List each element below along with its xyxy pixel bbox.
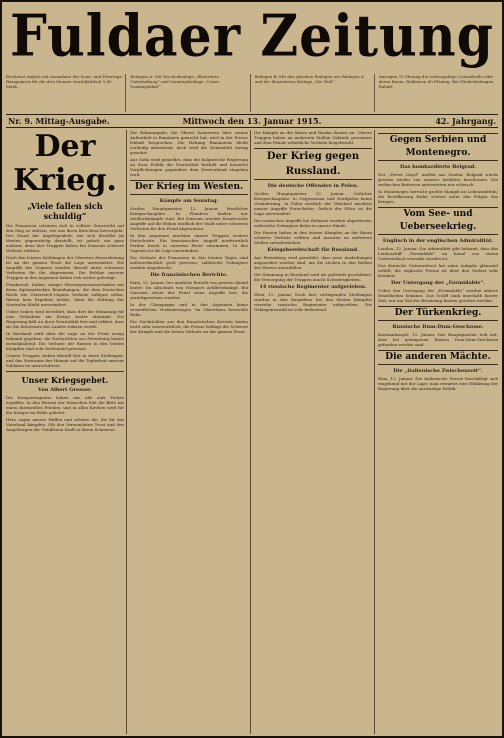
paragraph: Die Verluste der Franzosen in den letzten Tagen sind außerordentlich groß gewesen; zahlreiche Gefangene wurden eingebracht.: [130, 255, 248, 270]
paragraph: Unsere Truppen stehen überall fest in ihren Stellungen, und das Vertrauen der Heimat auf die Tapferkeit unserer Soldaten ist unerschüttert.: [6, 353, 124, 368]
paragraph: Die Stimmung in Russland wird als gedrückt geschildert; die Versorgung der Truppen macht Schwierigkeiten.: [254, 272, 372, 282]
paragraph: In Montenegro herrscht großer Mangel an Lebensmitteln; die Bevölkerung leidet schwer unter den Folgen des Krieges.: [378, 189, 498, 204]
column-rule: [374, 130, 375, 734]
section-headline: Vom See- und Ueberseekrieg.: [378, 207, 498, 235]
column-rule: [126, 130, 127, 734]
column-3: [254, 130, 372, 734]
divider: [6, 371, 124, 372]
column-4: [378, 130, 498, 734]
info-strip: [6, 74, 498, 112]
paragraph: In Russland wird über die Lage an der Front wenig bekannt gegeben; die Nachrichten aus Petersburg lauten zurückhaltend. Die Verluste der Russen in den letzten Kämpfen sind sehr bedeutend gewesen.: [6, 331, 124, 351]
section-headline: Der Krieg im Westen.: [130, 180, 248, 195]
paragraph: Frankreich, Italien, einiger Heeresgenossenschaften mit ihren diplomatischen Bemühungen, die dem Deutschen Reich wie Österreich-Ungarn Verluste zufügen sollen, führen kein Ergebnis herbei, denn die Haltung der Neutralen bleibt unverändert.: [6, 282, 124, 307]
article-author: Von Albert Gresser.: [37, 387, 93, 393]
subsection-headline: Russische Dum-Dum-Geschosse.: [392, 324, 484, 330]
paragraph: Die Bekanntgabe, die Oberst Sauerwein über seinen Aufenthalt in Rumänien gemacht hat, wird in der Presse lebhaft besprochen. Die Haltung Rumäniens bleibt vorläufig abwartend, doch wird die Neutralität streng gewahrt.: [130, 130, 248, 155]
issue-date: Mittwoch den 13. Januar 1915.: [182, 116, 322, 126]
masthead-title: Fuldaer Zeitung: [10, 2, 494, 70]
section-headline: Der Türkenkrieg.: [378, 306, 498, 321]
section-headline: Der Krieg gegen Russland.: [254, 148, 372, 180]
paragraph: Die Franzosen scheinen sich in vollster Zuversicht auf den Sieg zu stützen, wie aus ihren Berichten hervorgeht. Der Stand der Angelegenheit, wie sich dieselbe im Westen gegenwärtig darstellt, ist jedoch ein ganz anderer, denn ihre Truppen haben bei Soissons schwere Verluste erlitten.: [6, 223, 124, 253]
paragraph: Paris, 12. Januar. Der amtliche Bericht von gestern Abend lautet: Im Abschnitt von Nieuport Artilleriekampf. Bei Soissons setzte der Feind seine Angriffe fort, die zurückgewiesen wurden.: [130, 280, 248, 300]
info-cell: Beilagen B: Mit den gleichen Beilagen wie Beilagen A und der illustrierten Beilage „Die Welt“.: [255, 74, 375, 112]
subsection-headline: Die deutsche Offensive in Polen.: [267, 183, 359, 189]
paragraph: London, 12. Januar. Die Admiralität gibt bekannt, dass das Linienschiff „Formidable“ im Kanal von einem Unterseeboot versenkt worden ist.: [378, 246, 498, 261]
paragraph: Herr, segne unsere Waffen und schütze die, die für das Vaterland kämpfen. Gib den Verwundeten Trost und den Angehörigen der Gefallenen Kraft in ihrem Schmerze.: [6, 417, 124, 432]
subsection-headline: Das bombardierte Belgrad.: [400, 164, 476, 170]
paragraph: Die Kämpfe an der Bzura und Rawka dauern an. Unsere Truppen haben an mehreren Stellen Gelände gewonnen und dem Feinde erhebliche Verluste beigebracht.: [254, 130, 372, 145]
paragraph: Ueber den Untergang der „Formidable“ werden nähere Einzelheiten bekannt. Das Schiff sank innerhalb kurzer Zeit; nur ein Teil der Besatzung konnte gerettet werden.: [378, 288, 498, 303]
subsection-headline: Kämpfe am Sonntag.: [159, 198, 219, 204]
column-2: [130, 130, 248, 734]
subsection-headline: Englisch in der englischen Admiralität.: [382, 238, 494, 244]
paragraph: In den Argonnen machten unsere Truppen weitere Fortschritte. Ein französischer Angriff nordwestlich Verdun brach in unserem Feuer zusammen. In den Vogesen ist die Lage unverändert.: [130, 233, 248, 253]
paragraph: Das deutsche Unterseeboot hat seine Aufgabe glänzend erfüllt; die englische Presse ist über den Verlust sehr bestürzt.: [378, 263, 498, 278]
paragraph: Aus Sofia wird gemeldet, dass die bulgarische Regierung an ihrer Politik der Neutralität festhält und keinerlei Verpflichtungen gegenüber dem Dreiverband eingehen wird.: [130, 157, 248, 177]
paragraph: Großes Hauptquartier, 12. Januar. Östlicher Kriegsschauplatz: In Ostpreussen und Nordpolen keine Veränderung. In Polen westlich der Weichsel machten unsere Angriffe Fortschritte. Östlich der Pilica ist die Lage unverändert.: [254, 191, 372, 216]
article-headline: Unser Kriegsgebet.: [21, 375, 109, 385]
issue-number: Nr. 9. Mittag-Ausgabe.: [8, 116, 110, 126]
paragraph: Die russischen Angriffe bei Bolimow wurden abgewiesen; zahlreiche Gefangene fielen in unsere Hände.: [254, 218, 372, 228]
paragraph: Die Nachrichten aus den französischen Kreisen lauten nicht sehr zuversichtlich; die Presse beklagt die Schwere der Kämpfe und die hohen Verluste an der ganzen Front.: [130, 319, 248, 334]
paragraph: Aus Petersburg wird gemeldet, dass neue Aushebungen angeordnet worden sind, um die Lücken in den Reihen des Heeres auszufüllen.: [254, 255, 372, 270]
paragraph: Rom, 12. Januar. Die italienische Presse beschäftigt sich eingehend mit der Lage; man erwartet eine Erklärung der Regierung über die auswärtige Politik.: [378, 376, 498, 391]
info-cell: Anzeigen 15 Pfennig die sechsspaltige Colonelzeile oder deren Raum. Reklamen 40 Pfennig. Bei Wiederholungen Rabatt.: [378, 74, 494, 89]
info-cell: Erscheint täglich mit Ausnahme der Sonn- und Feiertage. Bezugspreis für die drei Monate vierteljährlich 1,80 Mark.: [6, 74, 126, 112]
subsection-headline: 14 russische Regimenter aufgerieben.: [259, 284, 367, 290]
info-cell: Beilagen A: Mit Wochenbeilage „Illustrierte Unterhaltung“ und Sonntagsbeilage „Unser Sonntagsblatt“.: [130, 74, 250, 112]
paragraph: Die Russen haben in den letzten Kämpfen an der Bzura schwere Verluste erlitten und mussten an mehreren Stellen zurückweichen.: [254, 230, 372, 245]
issue-bar: [6, 114, 498, 128]
paragraph: Konstantinopel, 12. Januar. Das Hauptquartier teilt mit, dass bei gefangenen Russen Dum-Dum-Geschosse gefunden worden sind.: [378, 332, 498, 347]
paragraph: Nach den letzten Meldungen der Obersten Heeresleitung ist an der ganzen Front die Lage unverändert. Die Angriffe des Gegners wurden überall unter schweren Verlusten für ihn abgewiesen. Die Erfolge unserer Truppen in den Argonnen haben sich weiter gefestigt.: [6, 255, 124, 280]
section-headline: Gegen Serbien und Montenegro.: [378, 133, 498, 161]
column-rule: [250, 130, 251, 734]
column-1: [6, 130, 124, 734]
newspaper-page: [2, 2, 502, 736]
issue-year: 42. Jahrgang.: [435, 116, 496, 126]
paragraph: In der Champagne und in den Argonnen keine wesentlichen Veränderungen. Im Oberelsass herrschte Ruhe.: [130, 302, 248, 317]
subsection-headline: Die französischen Berichte.: [150, 272, 228, 278]
paragraph: Großes Hauptquartier, 12. Januar. Westlicher Kriegsschauplatz: In Flandern fanden nur Artilleriekämpfe statt. Bei Soissons wurden französische Angriffe auf die Höhen nördlich der Stadt unter schweren Verlusten für den Feind abgewiesen.: [130, 206, 248, 231]
paragraph: Die Kriegsereignisse haben uns alle aufs Tiefste ergriffen. In den Herzen der Menschen lebt die Bitte um einen ehrenvollen Frieden, und in allen Kirchen wird für die Krieger im Felde gebetet.: [6, 395, 124, 415]
paragraph: Wien, 12. Januar. Nach hier vorliegenden Meldungen wurden in den Karpathen bei den letzten Kämpfen vierzehn russische Regimenter aufgerieben. Die Gefangenenzahl ist sehr bedeutend.: [254, 292, 372, 312]
kicker: „Viele fallen sich schuldig“: [27, 201, 103, 221]
paragraph: Der „Pester Lloyd“ meldet aus Semlin: Belgrad wurde gestern wieder von unserer Artillerie beschossen. Die serbischen Batterien antworteten nur schwach.: [378, 172, 498, 187]
headline-der-krieg: Der Krieg.: [13, 130, 117, 198]
subsection-headline: Der Untergang der „Formidable“.: [391, 280, 485, 286]
section-headline: Die anderen Mächte.: [378, 350, 498, 365]
paragraph: Ueber Italien wird berichtet, dass dort die Stimmung für eine Teilnahme am Kriege weiter abnimmt. Die Regierung hält an ihrer Neutralität fest und erklärt, dass sie die Interessen des Landes wahren werde.: [6, 309, 124, 329]
subsection-headline: Die „italienische Zwischenzeit“.: [393, 368, 483, 374]
subsection-headline: Kriegsbereitschaft für Russland.: [267, 247, 359, 253]
